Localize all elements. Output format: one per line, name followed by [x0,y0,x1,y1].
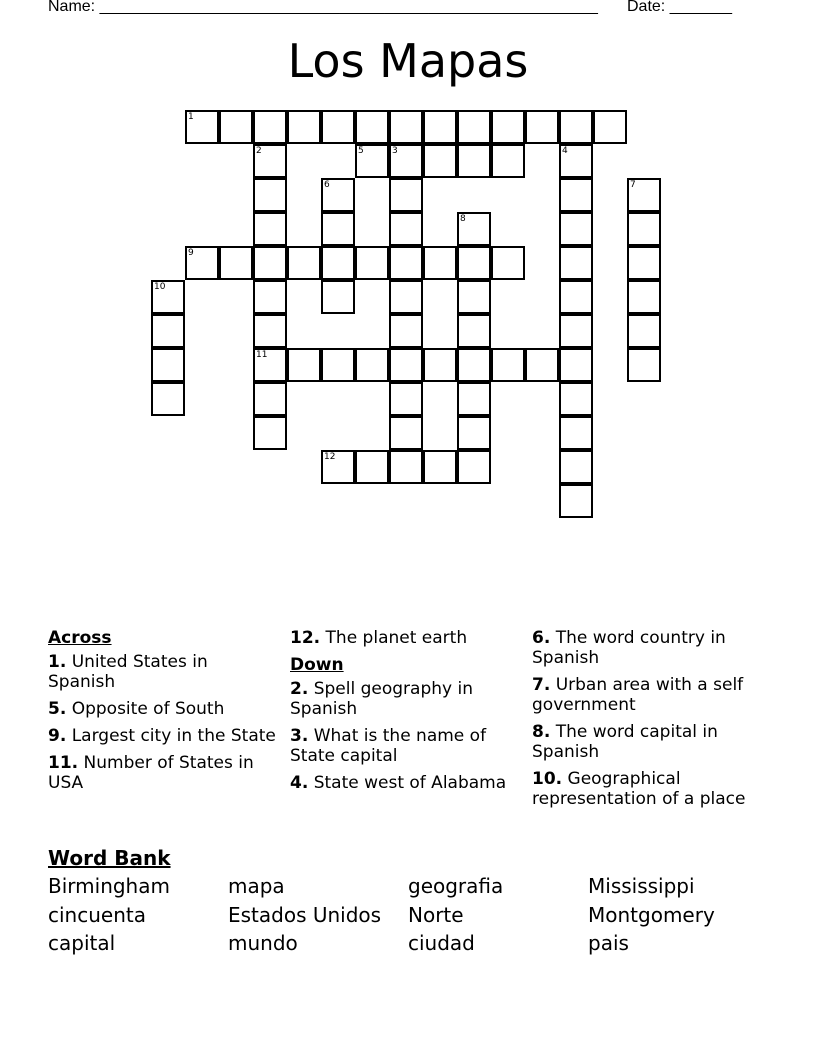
clue-down-4 [290,773,520,793]
word-bank-item: mapa [228,874,285,898]
word-bank-item: mundo [228,931,298,955]
cell-number: 1 [188,112,194,122]
crossword-cell[interactable] [491,144,525,178]
crossword-cell[interactable] [253,144,287,178]
cell-number: 6 [324,180,330,190]
crossword-cell[interactable] [253,110,287,144]
cell-number: 9 [188,248,194,258]
clue-text: Urban area with a self government [532,675,744,715]
clue-text: What is the name of State capital [290,726,487,766]
cell-number: 8 [460,214,466,224]
crossword-cell[interactable] [559,280,593,314]
crossword-cell[interactable] [423,450,457,484]
page-title: Los Mapas [287,34,529,88]
crossword-cell[interactable] [457,382,491,416]
cell-number: 5 [358,146,364,156]
clue-across-12 [290,628,520,648]
crossword-cell[interactable] [389,450,423,484]
clue-down-3 [290,726,520,766]
clue-number: 6. [532,628,551,648]
crossword-cell[interactable] [559,450,593,484]
crossword-cell[interactable] [559,144,593,178]
crossword-cell[interactable] [321,212,355,246]
crossword-cell[interactable] [151,382,185,416]
clue-number: 5. [48,699,67,719]
word-bank-item: ciudad [408,931,475,955]
clue-number: 9. [48,726,67,746]
clue-text: Number of States in USA [48,753,254,793]
crossword-cell[interactable] [525,110,559,144]
crossword-cell[interactable] [559,314,593,348]
crossword-cell[interactable] [287,348,321,382]
crossword-cell[interactable] [355,246,389,280]
crossword-cell[interactable] [321,178,355,212]
clue-down-7 [532,675,772,715]
crossword-cell[interactable] [627,212,661,246]
crossword-cell[interactable] [253,416,287,450]
clue-number: 8. [532,722,551,742]
clue-across-9 [48,726,278,746]
clue-across-1 [48,652,278,692]
clue-number: 4. [290,773,309,793]
crossword-cell[interactable] [389,246,423,280]
crossword-cell[interactable] [627,314,661,348]
crossword-cell[interactable] [627,280,661,314]
crossword-cell[interactable] [457,348,491,382]
clue-text: State west of Alabama [313,773,507,793]
crossword-cell[interactable] [593,110,627,144]
clue-across-5 [48,699,278,719]
word-bank-item: pais [588,931,629,955]
crossword-cell[interactable] [321,280,355,314]
crossword-cell[interactable] [389,314,423,348]
crossword-cell[interactable] [185,246,219,280]
cell-number: 12 [324,452,336,462]
clue-column-1 [48,628,278,800]
clue-text: Largest city in the State [71,726,276,746]
crossword-cell[interactable] [423,246,457,280]
clue-down-8 [532,722,772,762]
clue-text: The planet earth [325,628,468,648]
clue-text: Geographical representation of a place [532,769,746,809]
crossword-cell[interactable] [457,144,491,178]
cell-number: 2 [256,146,262,156]
crossword-cell[interactable] [151,348,185,382]
crossword-cell[interactable] [253,348,287,382]
crossword-cell[interactable] [355,144,389,178]
clue-number: 11. [48,753,79,773]
crossword-cell[interactable] [627,178,661,212]
crossword-cell[interactable] [253,246,287,280]
clue-down-2 [290,679,520,719]
crossword-cell[interactable] [389,110,423,144]
crossword-cell[interactable] [525,348,559,382]
crossword-cell[interactable] [559,212,593,246]
clue-column-2 [290,628,520,800]
clue-down-10 [532,769,772,809]
clue-text: United States in Spanish [48,652,208,692]
crossword-cell[interactable] [559,416,593,450]
crossword-cell[interactable] [559,484,593,518]
word-bank-item: cincuenta [48,903,146,927]
across-heading: Across [48,628,112,648]
word-bank-item: Montgomery [588,903,715,927]
crossword-cell[interactable] [457,110,491,144]
cell-number: 7 [630,180,636,190]
crossword-cell[interactable] [253,178,287,212]
crossword-cell[interactable] [253,280,287,314]
clue-text: Spell geography in Spanish [290,679,473,719]
clue-number: 2. [290,679,309,699]
crossword-cell[interactable] [627,348,661,382]
crossword-cell[interactable] [253,382,287,416]
crossword-cell[interactable] [287,246,321,280]
clue-number: 7. [532,675,551,695]
crossword-cell[interactable] [219,246,253,280]
crossword-cell[interactable] [389,382,423,416]
clue-down-6 [532,628,772,668]
word-bank-item: Birmingham [48,874,170,898]
crossword-cell[interactable] [185,110,219,144]
crossword-cell[interactable] [253,314,287,348]
clue-across-11 [48,753,278,793]
crossword-cell[interactable] [423,110,457,144]
crossword-cell[interactable] [321,450,355,484]
crossword-cell[interactable] [457,314,491,348]
word-bank-item: geografia [408,874,504,898]
crossword-cell[interactable] [423,144,457,178]
crossword-cell[interactable] [389,178,423,212]
crossword-cell[interactable] [559,110,593,144]
cell-number: 4 [562,146,568,156]
word-bank-item: Mississippi [588,874,695,898]
crossword-cell[interactable] [253,212,287,246]
clue-number: 3. [290,726,309,746]
crossword-cell[interactable] [151,314,185,348]
crossword-cell[interactable] [457,280,491,314]
word-bank-item: Norte [408,903,464,927]
crossword-cell[interactable] [355,348,389,382]
clue-number: 10. [532,769,563,789]
word-bank-item: Estados Unidos [228,903,382,927]
crossword-cell[interactable] [457,212,491,246]
crossword-cell[interactable] [389,416,423,450]
cell-number: 11 [256,350,268,360]
clue-text: The word capital in Spanish [532,722,718,762]
crossword-cell[interactable] [457,246,491,280]
word-bank-item: capital [48,931,116,955]
crossword-cell[interactable] [321,110,355,144]
crossword-cell[interactable] [389,280,423,314]
crossword-cell[interactable] [491,246,525,280]
crossword-cell[interactable] [559,382,593,416]
crossword-cell[interactable] [287,110,321,144]
crossword-cell[interactable] [559,178,593,212]
crossword-cell[interactable] [355,110,389,144]
cell-number: 3 [392,146,398,156]
crossword-cell[interactable] [559,348,593,382]
crossword-cell[interactable] [423,348,457,382]
crossword-cell[interactable] [389,348,423,382]
crossword-cell[interactable] [219,110,253,144]
name-field-label: Name: ________________________________________________________ [48,0,598,15]
word-bank-title: Word Bank [48,846,171,870]
crossword-cell[interactable] [491,348,525,382]
crossword-cell[interactable] [321,246,355,280]
crossword-cell[interactable] [491,110,525,144]
crossword-cell[interactable] [559,246,593,280]
clue-column-3 [532,628,772,816]
crossword-cell[interactable] [151,280,185,314]
crossword-cell[interactable] [627,246,661,280]
clue-number: 1. [48,652,67,672]
down-heading: Down [290,655,344,675]
crossword-cell[interactable] [389,144,423,178]
crossword-cell[interactable] [321,348,355,382]
crossword-cell[interactable] [389,212,423,246]
crossword-cell[interactable] [457,450,491,484]
clue-text: Opposite of South [71,699,225,719]
crossword-cell[interactable] [457,416,491,450]
date-field-label: Date: _______ [627,0,732,15]
cell-number: 10 [154,282,166,292]
clue-text: The word country in Spanish [532,628,726,668]
clue-number: 12. [290,628,321,648]
crossword-cell[interactable] [355,450,389,484]
